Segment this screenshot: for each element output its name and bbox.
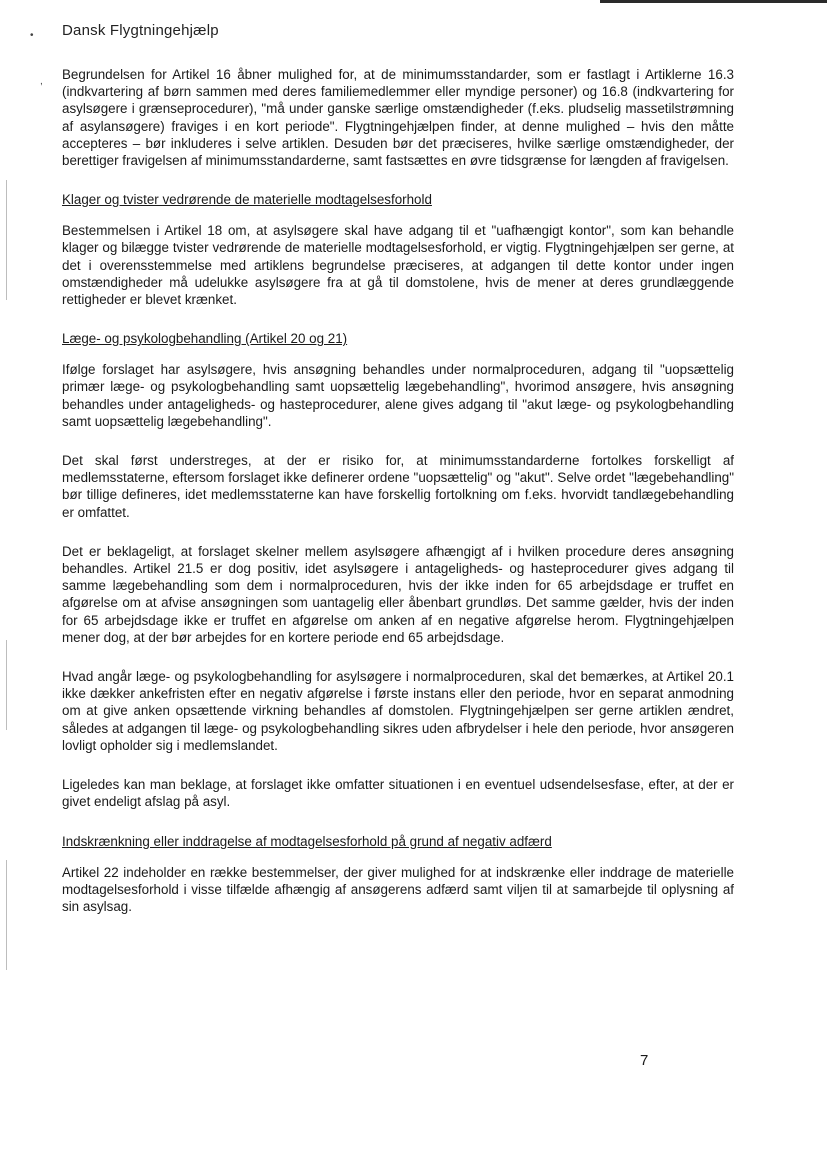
- document-header-org-name: Dansk Flygtningehjælp: [62, 22, 219, 39]
- body-paragraph: Bestemmelsen i Artikel 18 om, at asylsøgere skal have adgang til et "uafhængigt kontor", som kan behandle klager og bilægge tvister vedrørende de materielle modtagelsesforhold, er vigtig. Flygtningehjælpen ser gerne, at det i overensstemmelse med artiklens begrundelse præciseres, at adgangen til dette kontor under ingen omstændigheder må udelukke asylsøgere fra at gå til domstolene, hvis de mener at deres grundlæggende rettigheder er blevet krænket.: [62, 223, 734, 308]
- block-spacer: [62, 169, 734, 191]
- body-paragraph: Begrundelsen for Artikel 16 åbner mulighed for, at de minimumsstandarder, som er fastlagt i Artiklerne 16.3 (indkvartering af børn sammen med deres familiemedlemmer eller myndige personer) og 16.8 (indkvartering for asylsøgere i grænseprocedurer), "må under ganske særlige omstændigheder (f.eks. pludselig massetilstrømning af asylansøgere) fraviges i en kort periode". Flygtningehjælpen finder, at denne mulighed – hvis den måtte accepteres – bør inkluderes i selve artiklen. Desuden bør det præciseres, hvilke særlige omstændigheder, der berettiger fravigelsen af minimumsstandarderne, samt fastsættes en øvre tidsgrænse for længden af fravigelsen.: [62, 67, 734, 169]
- block-spacer: [62, 347, 734, 361]
- block-spacer: [62, 811, 734, 833]
- block-spacer: [62, 208, 734, 222]
- top-border-line: [600, 0, 827, 3]
- block-spacer: [62, 850, 734, 864]
- body-paragraph: Ifølge forslaget har asylsøgere, hvis ansøgning behandles under normalproceduren, adgang til "uopsættelig primær læge- og psykologbehandling samt uopsættelig lægebehandling", hvorimod ansøgere, hvis ansøgning behandles under antageligheds- og hasteprocedurer, alene gives adgang til "akut læge- og psykologbehandling samt uopsættelig lægebehandling".: [62, 362, 734, 429]
- scan-speck: •: [30, 30, 34, 41]
- section-heading: Læge- og psykologbehandling (Artikel 20 og 21): [62, 331, 348, 347]
- scan-edge-line: [6, 640, 7, 730]
- block-spacer: [62, 754, 734, 776]
- document-body: [62, 66, 734, 937]
- block-spacer: [62, 646, 734, 668]
- section-heading: Indskrænkning eller inddragelse af modtagelsesforhold på grund af negativ adfærd: [62, 833, 552, 849]
- body-paragraph: Artikel 22 indeholder en række bestemmelser, der giver mulighed for at indskrænke eller inddrage de materielle modtagelsesforhold i visse tilfælde afhængig af ansøgerens adfærd samt viljen til at samarbejde til oplysning af sin asylsag.: [62, 864, 734, 914]
- block-spacer: [62, 430, 734, 452]
- scan-edge-line: [6, 180, 7, 300]
- body-paragraph: Det er beklageligt, at forslaget skelner mellem asylsøgere afhængigt af i hvilken procedure deres ansøgning behandles. Artikel 21.5 er dog positiv, idet asylsøgere i antageligheds- og hasteprocedurer gives adgang til samme lægebehandling som dem i normalproceduren, hvis der ikke inden for 65 arbejdsdage er truffet en afgørelse om at afvise ansøgningen som uantagelig eller åbenbart grundløs. Det samme gælder, hvis der inden for 65 arbejdsdage ikke er truffet en afgørelse om anken af en negative afgørelse herom. Flygtningehjælpen mener dog, at der bør arbejdes for en kortere periode end 65 arbejdsdage.: [62, 543, 734, 645]
- block-spacer: [62, 308, 734, 330]
- section-heading: Klager og tvister vedrørende de materielle modtagelsesforhold: [62, 192, 432, 208]
- scan-edge-line: [6, 860, 7, 970]
- body-paragraph: Hvad angår læge- og psykologbehandling for asylsøgere i normalproceduren, skal det bemærkes, at Artikel 20.1 ikke dækker ankefristen efter en negativ afgørelse i første instans eller den periode, hvor en separat anmodning om at give anken opsættende virkning behandles af domstolen. Flygtningehjælpen ser gerne artiklen ændret, således at adgangen til læge- og psykologbehandling sikres uden afbrydelser i hele den periode, hvor ansøgeren lovligt opholder sig i medlemslandet.: [62, 669, 734, 753]
- scan-speck: ,: [40, 76, 43, 87]
- body-paragraph: Det skal først understreges, at der er risiko for, at minimumsstandarderne fortolkes forskelligt af medlemsstaterne, eftersom forslaget ikke definerer ordene "uopsættelig" og "akut". Selve ordet "lægebehandling" bør tillige defineres, idet medlemsstaterne kan have forskellig fortolkning om f.eks. hvorvidt tandlægebehandling er omfattet.: [62, 453, 734, 520]
- body-paragraph: Ligeledes kan man beklage, at forslaget ikke omfatter situationen i en eventuel udsendelsesfase, efter, at der er givet endeligt afslag på asyl.: [62, 777, 734, 810]
- page-number: 7: [640, 1052, 649, 1069]
- block-spacer: [62, 521, 734, 543]
- block-spacer: [62, 915, 734, 937]
